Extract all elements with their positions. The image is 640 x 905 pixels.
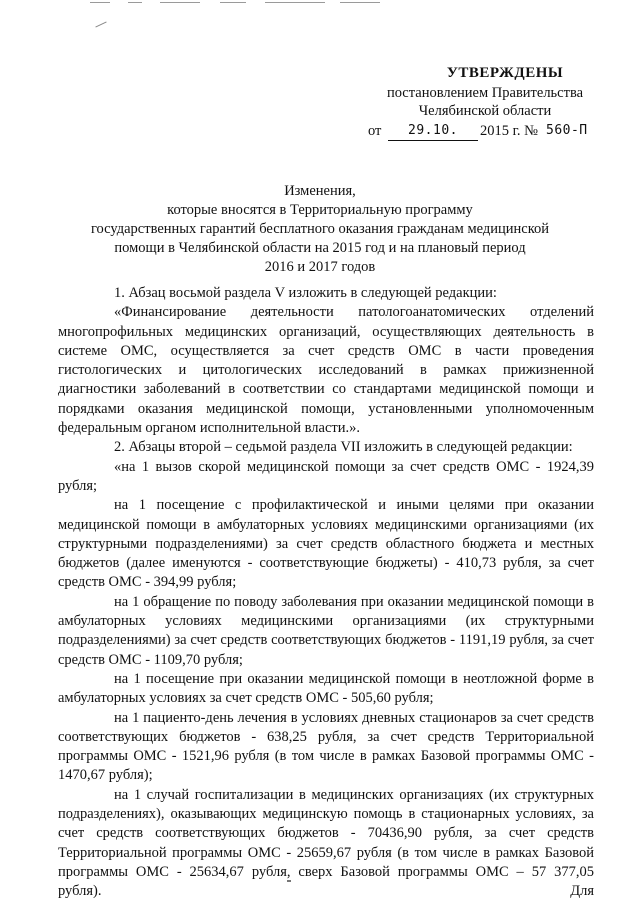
scan-artifact-mark	[220, 2, 246, 3]
paragraph-section-v: 1. Абзац восьмой раздела V изложить в следующей редакции:	[114, 285, 497, 301]
approval-heading: УТВЕРЖДЕНЫ	[446, 65, 564, 81]
scan-artifact-mark	[90, 2, 110, 3]
title-line-4: помощи в Челябинской области на 2015 год и на плановый период	[114, 240, 526, 256]
approval-date-line	[360, 122, 610, 142]
scan-artifact-tick	[95, 22, 106, 28]
paragraph-section-vii: 2. Абзацы второй – седьмой раздела VII изложить в следующей редакции:	[114, 439, 573, 456]
from-label: от	[368, 123, 382, 139]
paragraph-hospitalization: на 1 случай госпитализации в медицинских организациях (их структурных подразделениях), оказывающих медицинскую помощь в стационарных условиях, за счет средств соответствующих бюджетов - 70436,90 рубля, за счет средств Территориальной программы ОМС - 25659,67 рубля (в том числе в рамках Базовой программы ОМС - 25634,67 рубля, сверх Базовой программы ОМС – 57 377,05 рубля). Для	[58, 786, 594, 900]
scan-artifact	[90, 2, 390, 8]
paragraph-ambulance: «на 1 вызов скорой медицинской помощи за счет средств ОМС - 1924,39 рубля;	[58, 458, 594, 494]
scan-artifact-mark	[265, 2, 325, 3]
title-line-5: 2016 и 2017 годов	[264, 259, 376, 275]
scan-artifact-dot	[287, 880, 291, 882]
approval-number: 560-П	[546, 123, 588, 138]
paragraph-financing: «Финансирование деятельности патологоанатомических отделений многопрофильных медицинских организаций, осуществляющих деятельность в системе ОМС, осуществляется за счет средств ОМС в части проведения гистологических и цитологических исследований в рамках прижизненной диагностики заболеваний в соответствии со стандартами медицинской помощи и порядками оказания медицинской помощи, установленными уполномоченным федеральным органом исполнительной власти.».	[58, 304, 594, 437]
scan-artifact-mark	[160, 2, 200, 3]
paragraph-day-hospital: на 1 пациенто-день лечения в условиях дневных стационаров за счет средств соответствующих бюджетов - 638,25 рубля, за счет средств Территориальной программы ОМС - 1521,96 рубля (в том числе в рамках Базовой программы ОМС - 1470,67 рубля);	[58, 709, 594, 784]
paragraph-disease-appeal: на 1 обращение по поводу заболевания при оказании медицинской помощи в амбулаторных условиях медицинскими организациями (их структурными подразделениями) за счет средств соответствующих бюджетов - 1191,19 рубля, за счет средств ОМС - 1109,70 рубля;	[58, 593, 594, 668]
document-title	[60, 182, 580, 277]
approval-date: 29.10.	[388, 122, 478, 141]
scan-artifact-mark	[340, 2, 380, 3]
approval-line-1: постановлением Правительства	[386, 85, 584, 101]
title-line-2: которые вносятся в Территориальную программу	[167, 202, 473, 218]
paragraph-emergency-visit: на 1 посещение при оказании медицинской помощи в неотложной форме в амбулаторных условиях за счет средств ОМС - 505,60 рубля;	[58, 670, 594, 707]
approval-line-2: Челябинской области	[418, 103, 552, 119]
approval-block	[360, 64, 610, 142]
year-label: 2015 г. №	[480, 123, 539, 139]
title-line-3: государственных гарантий бесплатного оказания гражданам медицинской	[90, 221, 550, 237]
paragraph-prophylactic-visit: на 1 посещение с профилактической и иными целями при оказании медицинской помощи в амбулаторных условиях медицинскими организациями (их структурными подразделениями) за счет средств областного бюджета и местных бюджетов (далее именуются - соответствующие бюджеты) - 410,73 рубля, за счет средств ОМС - 394,99 рубля;	[58, 497, 594, 591]
scan-artifact-mark	[128, 2, 142, 3]
title-line-1: Изменения,	[284, 183, 356, 199]
document-body	[58, 284, 594, 902]
